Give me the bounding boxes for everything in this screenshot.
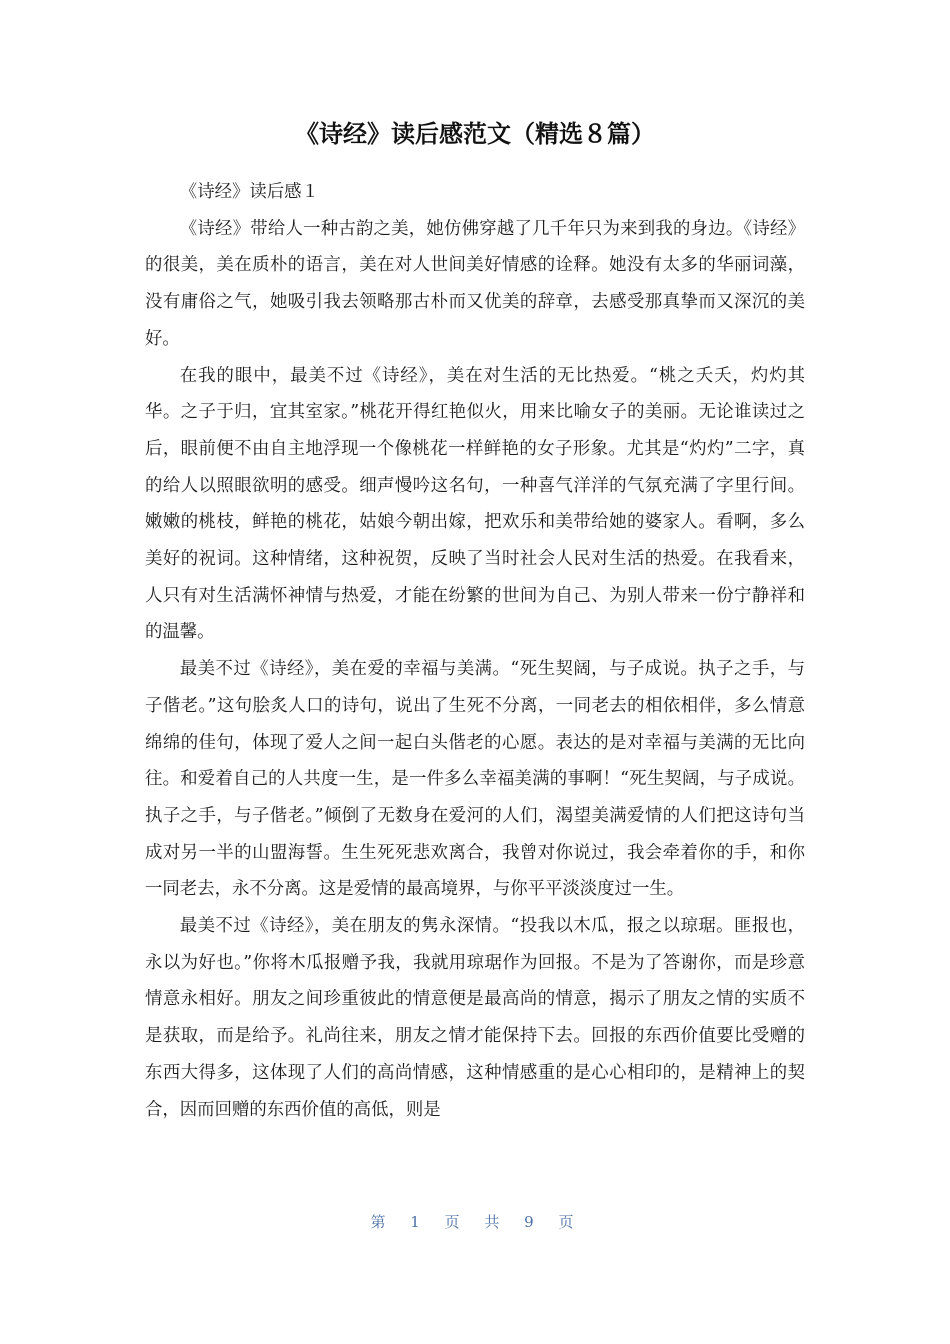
paragraph: 最美不过《诗经》，美在朋友的隽永深情。“投我以木瓜，报之以琼琚。匪报也，永以为好也。”你将木瓜报赠予我，我就用琼琚作为回报。不是为了答谢你，而是珍意情意永相好。朋友之间珍重彼此的情意便是最高尚的情意，揭示了朋友之情的实质不是获取，而是给予。礼尚往来，朋友之情才能保持下去。回报的东西价值要比受赠的东西大得多，这体现了人们的高尚情感，这种情感重的是心心相印的，是精神上的契合，因而回赠的东西价值的高低，则是 — [145, 916, 805, 1120]
section-heading: 《诗经》读后感１ — [179, 182, 319, 202]
paragraph: 在我的眼中，最美不过《诗经》，美在对生活的无比热爱。“桃之夭夭，灼灼其华。之子于归，宜其室家。”桃花开得红艳似火，用来比喻女子的美丽。无论谁读过之后，眼前便不由自主地浮现一个像桃花一样鲜艳的女子形象。尤其是“灼灼”二字，真的给人以照眼欲明的感受。细声慢吟这名句，一种喜气洋洋的气氛充满了字里行间。嫩嫩的桃枝，鲜艳的桃花，姑娘今朝出嫁，把欢乐和美带给她的婆家人。看啊，多么美好的祝词。这种情绪，这种祝贺，反映了当时社会人民对生活的热爱。在我看来，人只有对生活满怀神情与热爱，才能在纷繁的世间为自己、为别人带来一份宁静祥和的温馨。 — [145, 365, 805, 643]
page-number-footer: 第 1 页 共 9 页 — [370, 1213, 580, 1231]
paragraph: 《诗经》带给人一种古韵之美，她仿佛穿越了几千年只为来到我的身边。《诗经》的很美，美在质朴的语言，美在对人世间美好情感的诠释。她没有太多的华丽词藻，没有庸俗之气，她吸引我去领略那古朴而又优美的辞章，去感受那真挚而又深沉的美好。 — [145, 218, 805, 349]
document-body — [145, 174, 805, 1128]
document-title: 《诗经》读后感范文（精选８篇） — [295, 120, 655, 148]
paragraph: 最美不过《诗经》，美在爱的幸福与美满。“死生契阔，与子成说。执子之手，与子偕老。”这句脍炙人口的诗句，说出了生死不分离，一同老去的相依相伴，多么情意绵绵的佳句，体现了爱人之间一起白头偕老的心愿。表达的是对幸福与美满的无比向往。和爱着自己的人共度一生，是一件多么幸福美满的事啊！“死生契阔，与子成说。执子之手，与子偕老。”倾倒了无数身在爱河的人们，渴望美满爱情的人们把这诗句当成对另一半的山盟海誓。生生死死悲欢离合，我曾对你说过，我会牵着你的手，和你一同老去，永不分离。这是爱情的最高境界，与你平平淡淡度过一生。 — [145, 659, 805, 900]
